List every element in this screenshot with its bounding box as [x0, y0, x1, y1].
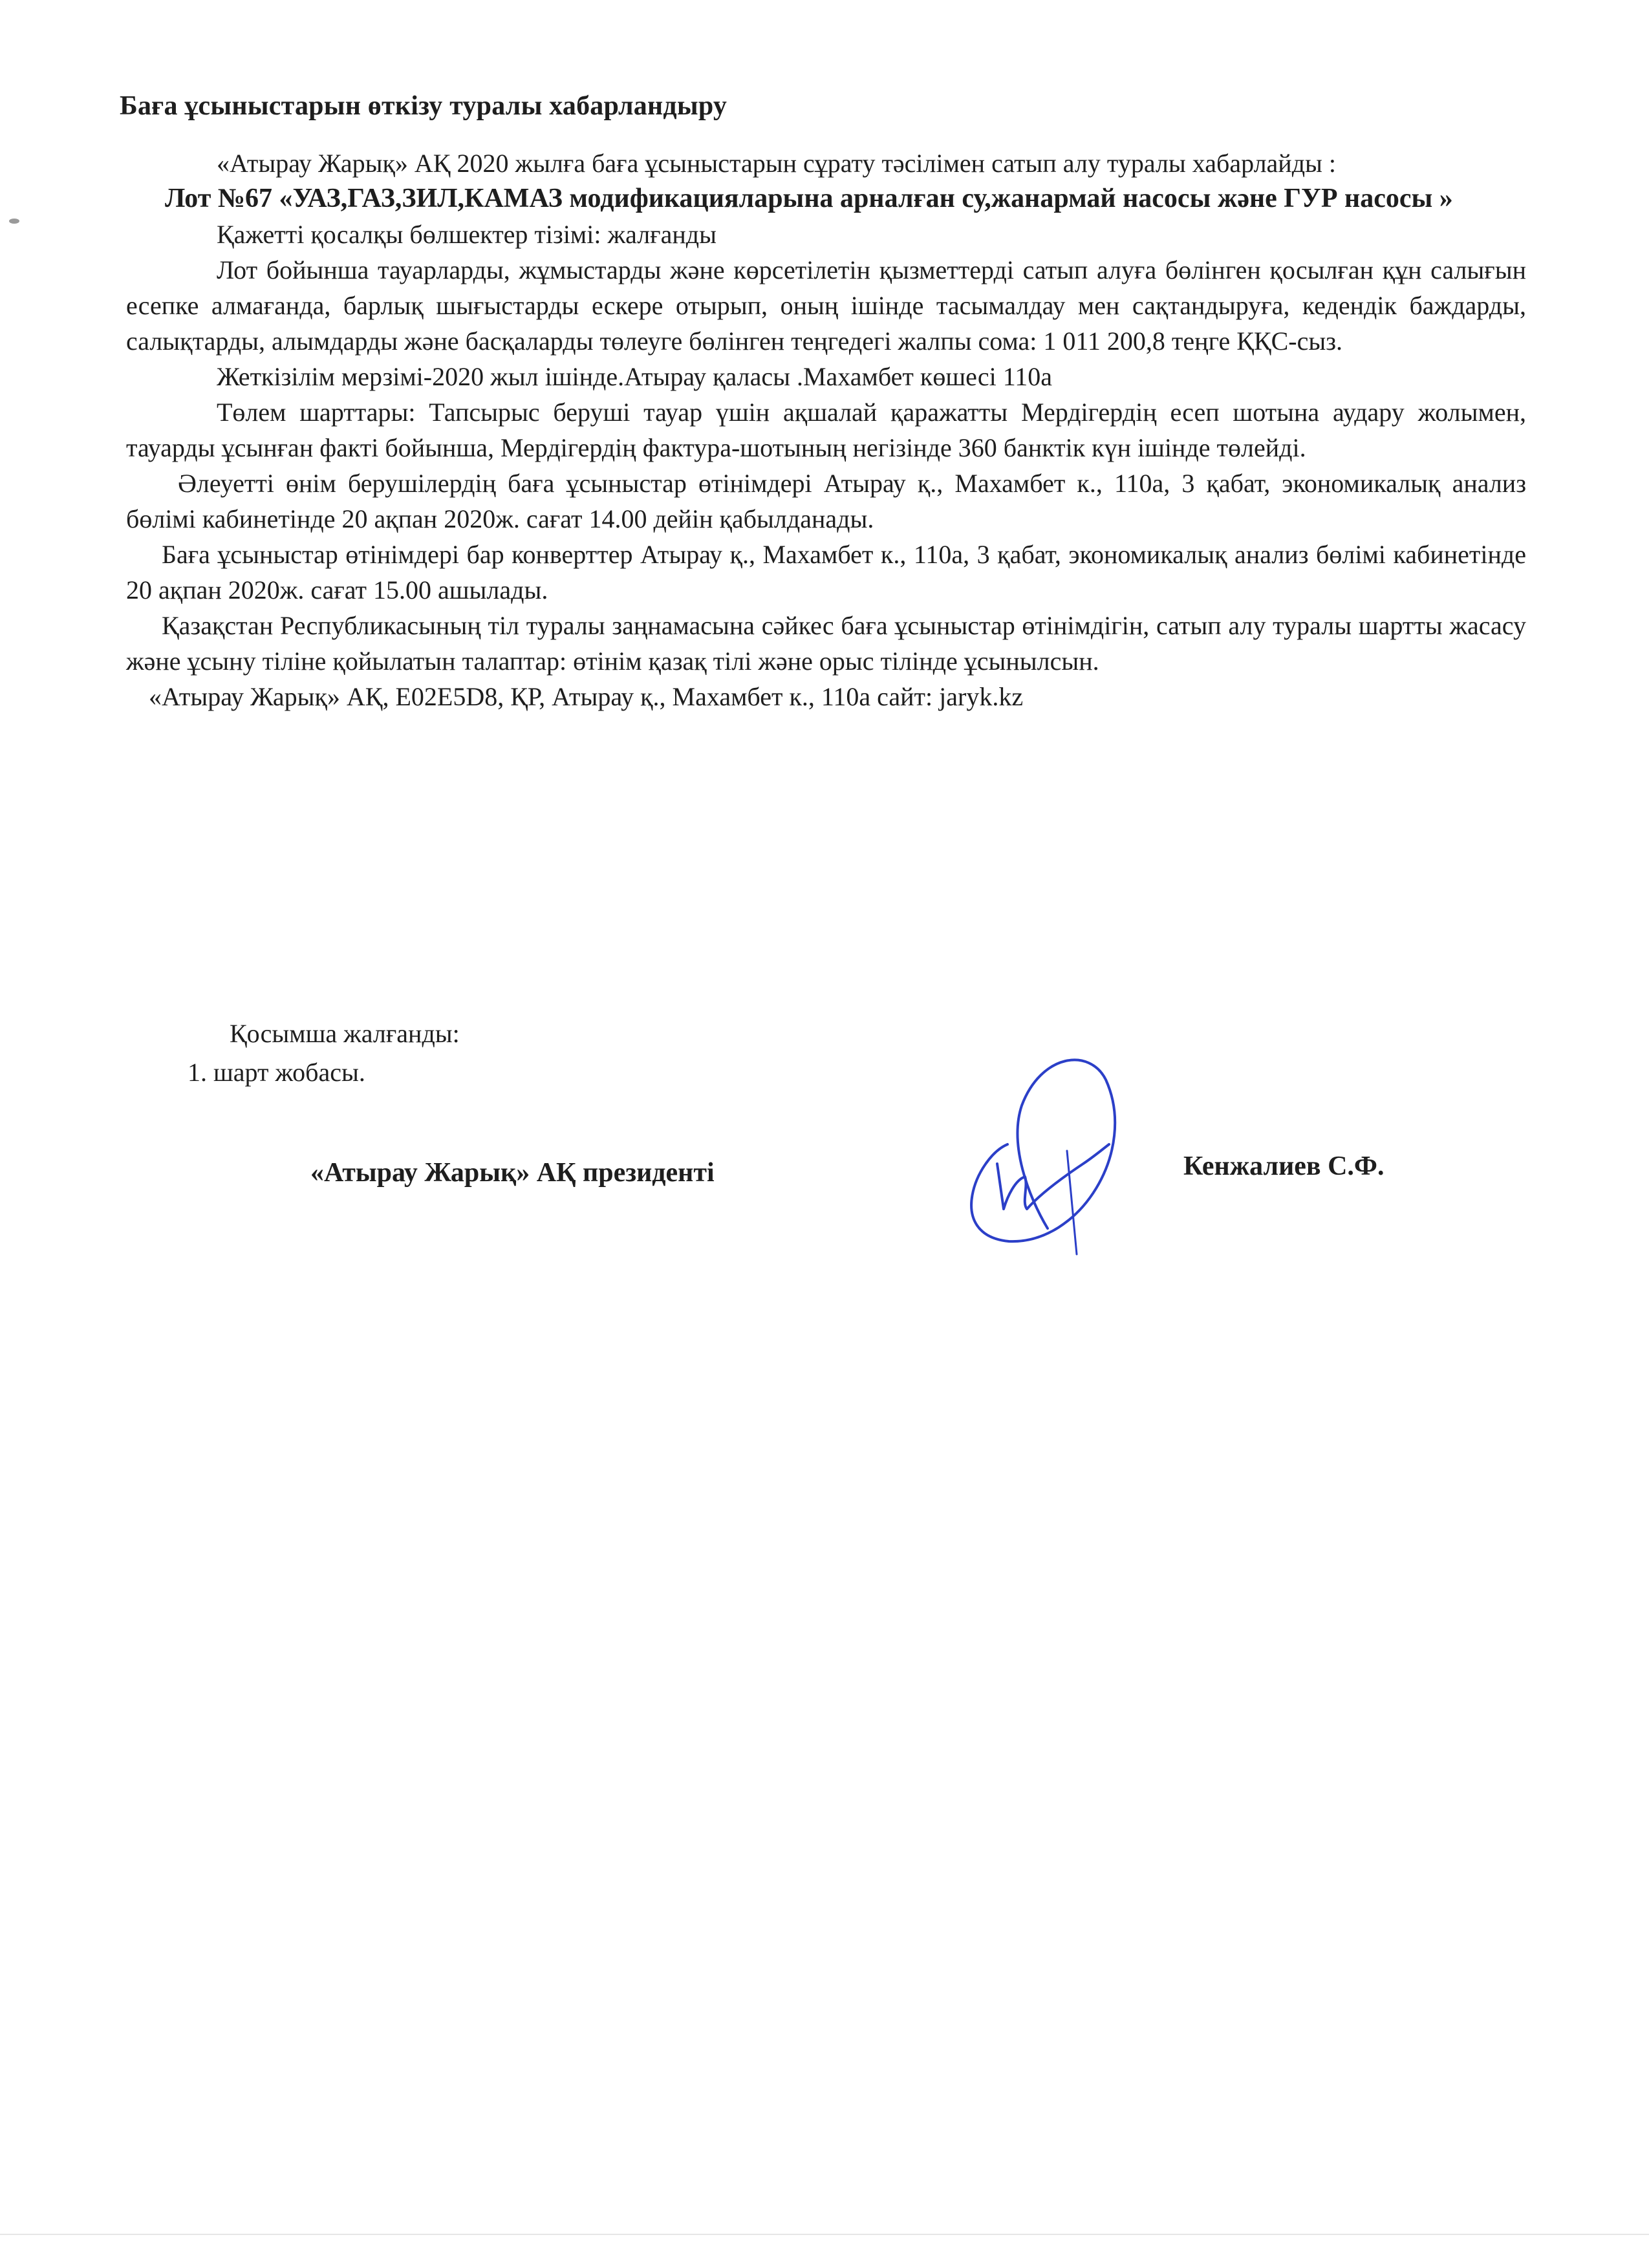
intro-paragraph: «Атырау Жарық» АҚ 2020 жылға баға ұсыныстарын сұрату тәсілімен сатып алу туралы хабарлайды : — [217, 149, 1337, 178]
payment-paragraph: Төлем шарттары: Тапсырыс беруші тауар үшін ақшалай қаражатты Мердігердің есеп шотына аудару жолымен, тауарды ұсынған факті бойынша, Мердігердің фактура-шотының негізінде 360 банктік күн ішінде төлейді. — [126, 398, 1526, 462]
lot-heading: Лот №67 «УАЗ,ГАЗ,ЗИЛ,КАМАЗ модификацияларына арналған су,жанармай насосы және ГУР насосы » — [165, 184, 1453, 213]
acceptance-paragraph: Әлеуетті өнім берушілердің баға ұсыныстар өтінімдері Атырау қ., Махамбет к., 110а, 3 қабат, экономикалық анализ бөлімі кабинетінде 20 ақпан 2020ж. сағат 14.00 дейін қабылданады. — [126, 469, 1526, 533]
attachment-label: Қосымша жалғанды: — [230, 1019, 460, 1048]
document-body — [126, 145, 1526, 714]
delivery-line: Жеткізілім мерзімі-2020 жыл ішінде.Атырау қаласы .Махамбет көшесі 110а — [217, 362, 1053, 391]
scan-speck — [9, 219, 19, 224]
attachment-item: 1. шарт жобасы. — [188, 1058, 365, 1087]
signature-icon — [931, 1047, 1151, 1267]
spare-parts-line: Қажетті қосалқы бөлшектер тізімі: жалғанды — [217, 220, 717, 249]
president-title: «Атырау Жарық» АҚ президенті — [310, 1158, 715, 1188]
contact-line: «Атырау Жарық» АҚ, E02E5D8, ҚР, Атырау қ., Махамбет к., 110а сайт: jaryk.kz — [149, 682, 1024, 711]
signer-name: Кенжалиев С.Ф. — [1183, 1151, 1385, 1181]
document-title: Баға ұсыныстарын өткізу туралы хабарландыру — [120, 91, 727, 121]
language-paragraph: Қазақстан Республикасының тіл туралы заңнамасына сәйкес баға ұсыныстар өтінімдігін, сатып алу туралы шартты жасасу және ұсыну тіліне қойылатын талаптар: өтінім қазақ тілі және орыс тілінде ұсынылсын. — [126, 611, 1526, 676]
sum-paragraph: Лот бойынша тауарларды, жұмыстарды және көрсетілетін қызметтерді сатып алуға бөлінген қосылған құн салығын есепке алмағанда, барлық шығыстарды ескере отырып, оның ішінде тасымалдау мен сақтандыруға, кедендік баждарды, салықтарды, алымдарды және басқаларды төлеуге бөлінген теңгедегі жалпы сома: 1 011 200,8 теңге ҚҚС-сыз. — [126, 255, 1526, 356]
opening-paragraph: Баға ұсыныстар өтінімдері бар конверттер Атырау қ., Махамбет к., 110а, 3 қабат, экономикалық анализ бөлімі кабинетінде 20 ақпан 2020ж. сағат 15.00 ашылады. — [126, 540, 1526, 604]
scan-edge-line — [0, 2234, 1649, 2235]
